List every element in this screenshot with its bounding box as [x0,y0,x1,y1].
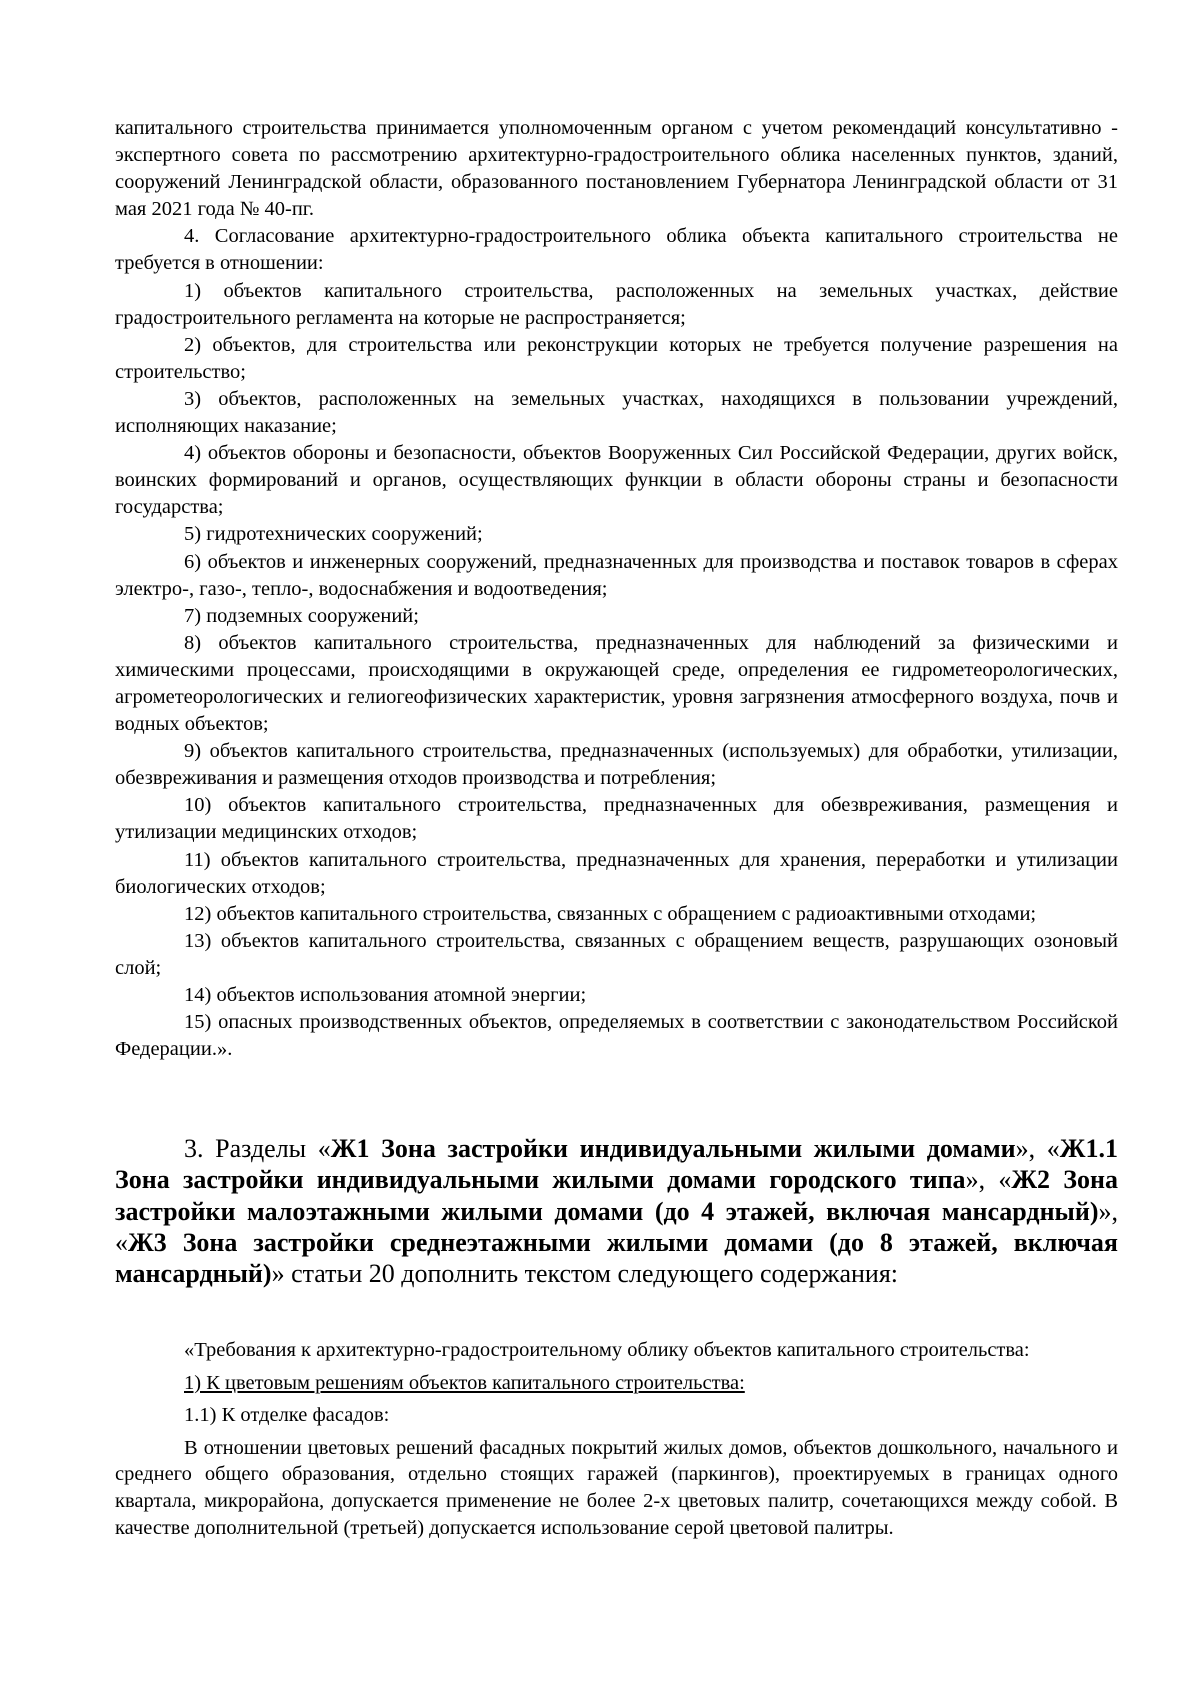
separator: », « [965,1165,1012,1195]
list-item: 14) объектов использования атомной энергии; [184,984,587,1006]
list-item: 8) объектов капитального строительства, предназначенных для наблюдений за физическими и химическими процессами, происходящими в окружающей среде, определения ее гидрометеорологических, агрометеорологических и гелиогеофизических характеристик, уровня загрязнения атмосферного воздуха, почв и водных объектов; [115,631,1118,736]
zone-zh1-title: Ж1 Зона застройки индивидуальными жилыми домами [330,1134,1016,1163]
list-item: 3) объектов, расположенных на земельных участках, находящихся в пользовании учреждений, исполняющих наказание; [115,387,1118,438]
requirements [115,1337,1118,1541]
requirements-title: «Требования к архитектурно-градостроительному облику объектов капитального строительства: [184,1339,1030,1361]
item-4-paragraph: 4. Согласование архитектурно-градостроительного облика объекта капитального строительства не требуется в отношении: [115,225,1118,275]
list-item: 13) объектов капитального строительства, связанных с обращением веществ, разрушающих озоновый слой; [115,929,1118,979]
requirements-subheading-1-text: 1) К цветовым решениям объектов капитального строительства: [184,1371,745,1394]
list-item: 10) объектов капитального строительства, предназначенных для обезвреживания, размещения и утилизации медицинских отходов; [115,794,1118,844]
document-body [115,115,1118,1063]
intro-paragraph: капитального строительства принимается уполномоченным органом с учетом рекомендаций консультативно - экспертного совета по рассмотрению архитектурно-градостроительного облика населенных пунктов, зданий, сооружений Ленинградской области, образованного постановлением Губернатора Ленинградской области от 31 мая 2021 года № 40-пг. [115,117,1118,221]
list-item: 9) объектов капитального строительства, предназначенных (используемых) для обработки, утилизации, обезвреживания и размещения отходов производства и потребления; [115,740,1118,790]
list-item: 7) подземных сооружений; [184,604,419,627]
list-item: 12) объектов капитального строительства, связанных с обращением с радиоактивными отходами; [184,902,1037,925]
separator: », « [1015,1134,1060,1163]
requirements-subheading-1 [115,1370,1118,1397]
requirements-paragraph: В отношении цветовых решений фасадных покрытий жилых домов, объектов дошкольного, начального и среднего общего образования, отдельно стоящих гаражей (паркингов), проектируемых в границах одного квартала, микрорайона, допускается применение не более 2-х цветовых палитр, сочетающихся между собой. В качестве дополнительной (третьей) допускается использование серой цветовой палитры. [115,1436,1118,1539]
zone-zh2-title: Ж2 Зона застройки малоэтажными жилыми домами (до 4 этажей, включая мансардный) [115,1165,1118,1226]
zone-zh3-title: Ж3 Зона застройки среднеэтажными жилыми домами (до 8 этажей, включая мансардный) [115,1227,1118,1289]
list-item: 2) объектов, для строительства или реконструкции которых не требуется получение разрешения на строительство; [115,333,1118,383]
separator: », « [115,1196,1118,1257]
section-3 [115,1133,1118,1289]
requirements-subheading-1-1: 1.1) К отделке фасадов: [184,1404,390,1427]
list-item: 1) объектов капитального строительства, расположенных на земельных участках, действие градостроительного регламента на которые не распространяется; [115,279,1118,329]
list-item: 5) гидротехнических сооружений; [184,523,483,546]
section-3-paragraph [115,1133,1118,1289]
section-3-number: 3. Разделы « [184,1134,331,1163]
list-item: 4) объектов обороны и безопасности, объектов Вооруженных Сил Российской Федерации, других войск, воинских формирований и органов, осуществляющих функции в области обороны страны и безопасности государства; [115,442,1118,519]
list-item: 15) опасных производственных объектов, определяемых в соответствии с законодательством Российской Федерации.». [115,1011,1118,1061]
section-3-tail: » статьи 20 дополнить текстом следующего содержания: [271,1259,899,1289]
list-item: 6) объектов и инженерных сооружений, предназначенных для производства и поставок товаров в сферах электро-, газо-, тепло-, водоснабжения и водоотведения; [115,550,1118,600]
list-item: 11) объектов капитального строительства, предназначенных для хранения, переработки и утилизации биологических отходов; [115,848,1118,898]
zone-zh1-1-title: Ж1.1 Зона застройки индивидуальными жилыми домами городского типа [115,1134,1118,1195]
